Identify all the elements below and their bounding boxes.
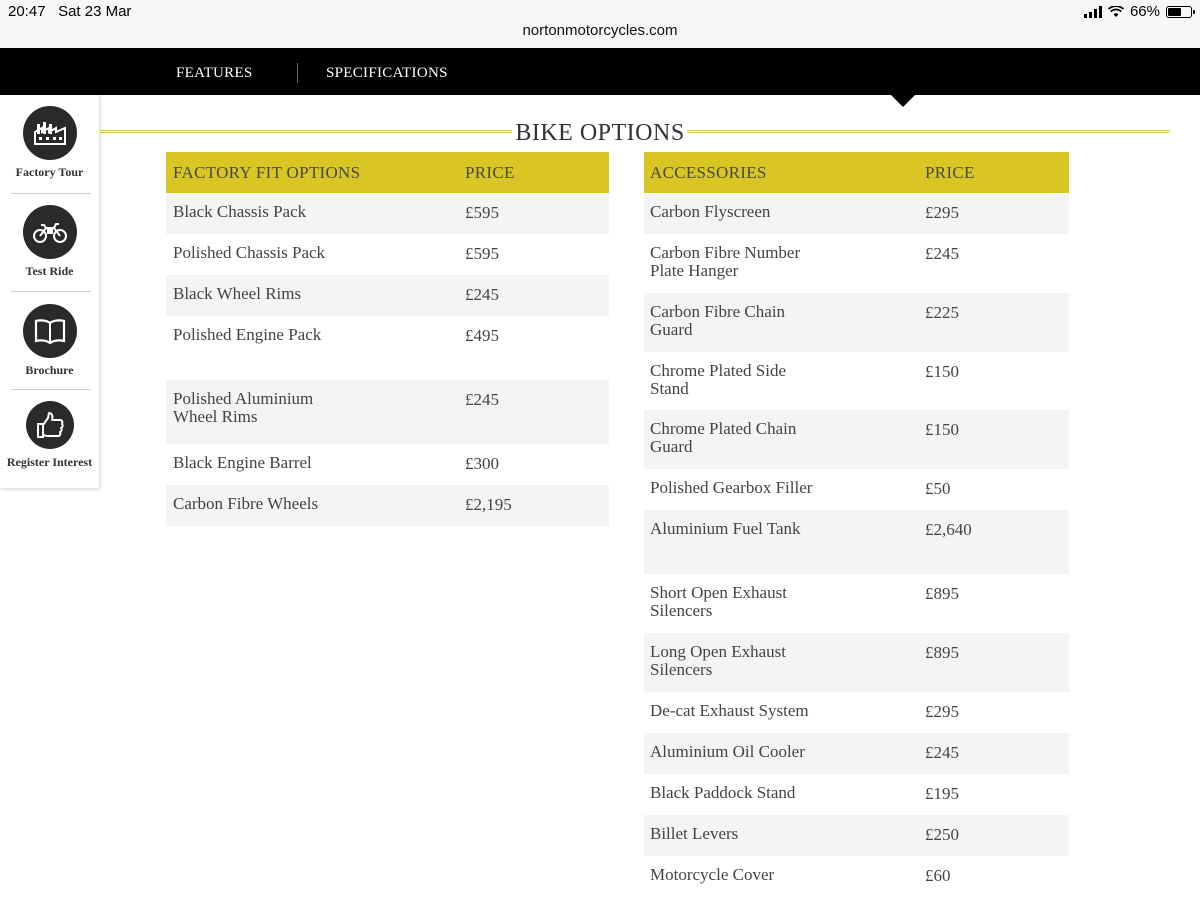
accessory-price: £195 <box>925 784 959 803</box>
column-header-accessory: ACCESSORIES <box>650 163 767 182</box>
table-row <box>644 574 1069 633</box>
accessory-price: £150 <box>925 362 959 381</box>
accessory-price: £60 <box>925 866 951 885</box>
accessory-name: Carbon Flyscreen <box>650 202 771 221</box>
table-row <box>166 316 609 380</box>
option-name: Polished Engine Pack <box>173 325 322 344</box>
accessory-name: Chrome Plated Chain Guard <box>650 419 797 456</box>
table-row <box>644 352 1069 410</box>
table-row <box>644 410 1069 469</box>
nav-specifications[interactable]: SPECIFICATIONS <box>326 65 448 81</box>
battery-percent: 66% <box>1129 3 1160 20</box>
table-row <box>644 469 1069 510</box>
motorcycle-icon <box>23 205 77 259</box>
option-name: Carbon Fibre Wheels <box>173 494 319 513</box>
sidebar-item-test-ride[interactable] <box>0 205 99 277</box>
accessory-price: £295 <box>925 702 959 721</box>
heading-rule-right <box>687 130 1170 133</box>
accessory-price: £895 <box>925 584 959 603</box>
accessory-price: £225 <box>925 303 959 322</box>
book-icon <box>23 304 77 358</box>
quick-links-sidebar <box>0 95 99 488</box>
top-navigation <box>0 48 1200 95</box>
table-row <box>644 856 1069 897</box>
column-header-price: PRICE <box>465 163 515 182</box>
option-price: £595 <box>465 203 499 222</box>
sidebar-item-factory-tour[interactable] <box>0 106 99 178</box>
table-row <box>644 510 1069 574</box>
accessory-name: Motorcycle Cover <box>650 865 775 884</box>
option-name: Polished Chassis Pack <box>173 243 326 262</box>
accessory-price: £50 <box>925 479 951 498</box>
sidebar-item-label: Factory Tour <box>15 165 84 179</box>
accessory-price: £295 <box>925 203 959 222</box>
accessory-name: Billet Levers <box>650 824 739 843</box>
table-row <box>644 293 1069 352</box>
nav-divider <box>297 63 298 83</box>
accessory-price: £250 <box>925 825 959 844</box>
accessory-name: Long Open Exhaust Silencers <box>650 642 786 679</box>
accessory-name: Aluminium Fuel Tank <box>650 519 801 538</box>
option-name: Polished Aluminium Wheel Rims <box>173 389 314 426</box>
option-name: Black Engine Barrel <box>173 453 312 472</box>
sidebar-item-label: Register Interest <box>6 455 93 469</box>
sidebar-divider <box>11 291 91 292</box>
battery-icon <box>1166 6 1192 18</box>
option-price: £245 <box>465 390 499 409</box>
option-price: £595 <box>465 244 499 263</box>
sidebar-item-register-interest[interactable] <box>0 401 99 468</box>
accessory-name: Black Paddock Stand <box>650 783 796 802</box>
accessory-name: Polished Gearbox Filler <box>650 478 813 497</box>
status-bar <box>0 0 1200 48</box>
accessory-name: Aluminium Oil Cooler <box>650 742 805 761</box>
option-price: £495 <box>465 326 499 345</box>
column-header-price: PRICE <box>925 163 975 182</box>
wifi-icon <box>1108 6 1124 18</box>
accessory-name: Chrome Plated Side Stand <box>650 361 786 398</box>
option-price: £245 <box>465 285 499 304</box>
sidebar-item-label: Brochure <box>25 363 74 377</box>
accessory-name: De-cat Exhaust System <box>650 701 809 720</box>
factory-icon <box>23 106 77 160</box>
option-name: Black Wheel Rims <box>173 284 302 303</box>
factory-fit-options-table <box>166 152 609 526</box>
nav-features[interactable]: FEATURES <box>176 65 253 81</box>
nav-active-pointer <box>891 95 915 107</box>
table-row <box>166 193 609 234</box>
sidebar-divider <box>11 389 91 390</box>
accessory-name: Carbon Fibre Number Plate Hanger <box>650 243 801 280</box>
table-row <box>166 485 609 526</box>
table-row <box>644 633 1069 692</box>
page-title: BIKE OPTIONS <box>515 120 685 146</box>
sidebar-item-brochure[interactable] <box>0 304 99 376</box>
table-row <box>644 774 1069 815</box>
accessories-table <box>644 152 1069 897</box>
table-row <box>166 234 609 275</box>
table-row <box>166 275 609 316</box>
accessory-price: £150 <box>925 420 959 439</box>
accessory-name: Carbon Fibre Chain Guard <box>650 302 786 339</box>
accessory-price: £245 <box>925 244 959 263</box>
accessory-price: £2,640 <box>925 520 972 539</box>
clock-time: 20:47 <box>8 3 46 20</box>
table-row <box>644 193 1069 234</box>
column-header-option: FACTORY FIT OPTIONS <box>173 163 361 182</box>
table-row <box>644 692 1069 733</box>
cellular-signal-icon <box>1084 6 1102 18</box>
status-time <box>8 3 131 20</box>
accessory-price: £245 <box>925 743 959 762</box>
option-price: £300 <box>465 454 499 473</box>
table-row <box>166 444 609 485</box>
sidebar-item-label: Test Ride <box>25 264 74 278</box>
accessory-name: Short Open Exhaust Silencers <box>650 583 787 620</box>
accessory-price: £895 <box>925 643 959 662</box>
table-header <box>644 152 1069 193</box>
option-name: Black Chassis Pack <box>173 202 307 221</box>
status-indicators <box>1084 3 1192 20</box>
battery-level-fill <box>1168 8 1181 16</box>
table-row <box>644 234 1069 293</box>
clock-date: Sat 23 Mar <box>58 3 132 20</box>
table-row <box>166 380 609 444</box>
table-header <box>166 152 609 193</box>
table-row <box>644 733 1069 774</box>
option-price: £2,195 <box>465 495 512 514</box>
sidebar-divider <box>11 193 91 194</box>
address-bar-url[interactable]: nortonmotorcycles.com <box>522 22 678 39</box>
thumbs-up-icon <box>26 401 74 449</box>
table-row <box>644 815 1069 856</box>
